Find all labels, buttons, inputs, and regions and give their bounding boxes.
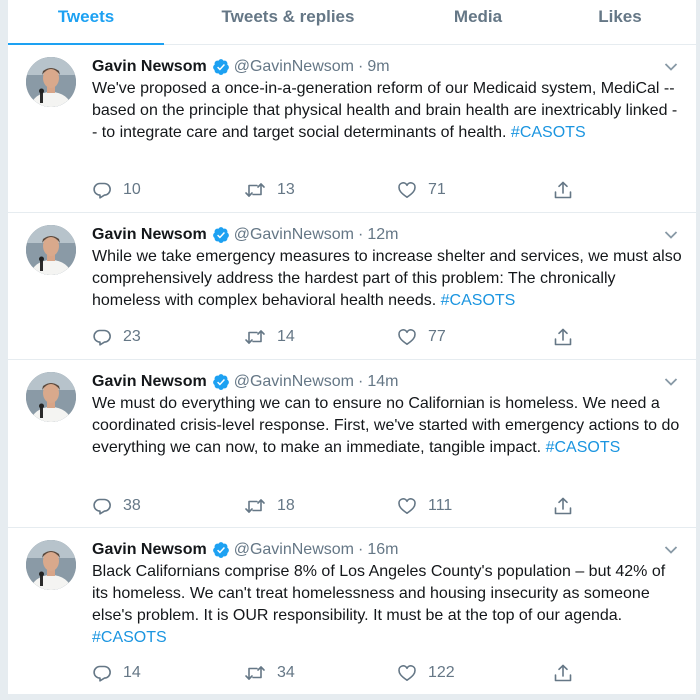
tweet-actions — [92, 662, 592, 684]
share-button[interactable] — [553, 495, 573, 517]
tweet-header — [92, 539, 398, 561]
tweet[interactable] — [8, 528, 696, 695]
tweet-actions — [92, 326, 592, 348]
retweet-count: 18 — [277, 497, 295, 514]
verified-badge-icon — [212, 541, 230, 559]
tweet-text — [92, 246, 682, 312]
profile-tabs — [8, 0, 696, 45]
author-name[interactable]: Gavin Newsom — [92, 373, 207, 390]
separator-dot: · — [357, 58, 364, 75]
reply-count: 10 — [123, 181, 141, 198]
tweet-text — [92, 561, 682, 649]
reply-icon — [92, 180, 112, 200]
tweet[interactable] — [8, 213, 696, 360]
tweet-body: We've proposed a once-in-a-generation reform of our Medicaid system, MediCal -- based on the principle that physical health and brain health are inextricably linked -- to integrate care and target social determinants of health. — [92, 80, 678, 141]
tweet-timestamp[interactable]: 9m — [367, 58, 390, 75]
tab-likes[interactable]: Likes — [598, 7, 642, 26]
like-button[interactable] — [397, 662, 455, 684]
avatar[interactable] — [26, 57, 76, 107]
reply-count: 23 — [123, 328, 141, 345]
tweet-body: While we take emergency measures to increase shelter and services, we must also comprehensively address the hardest part of this problem: The chronically homeless with complex behavioral health needs. — [92, 248, 682, 309]
verified-badge-icon — [212, 58, 230, 76]
reply-button[interactable] — [92, 662, 141, 684]
author-handle[interactable]: @GavinNewsom — [233, 373, 354, 390]
tab-media[interactable]: Media — [453, 7, 503, 26]
retweet-count: 34 — [277, 664, 295, 681]
separator-dot: · — [357, 541, 364, 558]
tweet-body: We must do everything we can to ensure no Californian is homeless. We need a coordinated crisis-level response. First, we've started with emergency actions to do everything we can now, to make an immediate, tangible impact. — [92, 395, 680, 456]
page-background-strip — [0, 695, 700, 700]
reply-icon — [92, 663, 112, 683]
hashtag-link[interactable]: #CASOTS — [510, 124, 586, 141]
tweet-actions — [92, 495, 592, 517]
tab-tweets-and-replies[interactable]: Tweets & replies — [221, 7, 355, 26]
author-name[interactable]: Gavin Newsom — [92, 58, 207, 75]
avatar[interactable] — [26, 540, 76, 590]
author-name[interactable]: Gavin Newsom — [92, 541, 207, 558]
share-icon — [553, 496, 573, 516]
author-handle[interactable]: @GavinNewsom — [233, 541, 354, 558]
heart-icon — [397, 180, 417, 200]
hashtag-link[interactable]: #CASOTS — [545, 439, 621, 456]
retweet-button[interactable] — [244, 662, 295, 684]
retweet-icon — [244, 327, 266, 347]
tweet-header — [92, 224, 398, 246]
tweet-header — [92, 56, 390, 78]
retweet-count: 13 — [277, 181, 295, 198]
reply-icon — [92, 496, 112, 516]
heart-icon — [397, 496, 417, 516]
retweet-button[interactable] — [244, 179, 295, 201]
tweet-actions — [92, 179, 592, 201]
like-count: 122 — [428, 664, 455, 681]
retweet-count: 14 — [277, 328, 295, 345]
retweet-icon — [244, 180, 266, 200]
reply-count: 14 — [123, 664, 141, 681]
like-button[interactable] — [397, 326, 446, 348]
avatar[interactable] — [26, 372, 76, 422]
avatar[interactable] — [26, 225, 76, 275]
tweet-body: Black Californians comprise 8% of Los Angeles County's population – but 42% of its homeless. We can't treat homelessness and housing insecurity as someone else's problem. It is OUR responsibility. It must be at the top of our agenda. — [92, 563, 666, 624]
reply-button[interactable] — [92, 495, 141, 517]
author-handle[interactable]: @GavinNewsom — [233, 58, 354, 75]
tweet-timestamp[interactable]: 12m — [367, 226, 399, 243]
chevron-down-icon[interactable] — [664, 542, 678, 552]
share-button[interactable] — [553, 662, 573, 684]
verified-badge-icon — [212, 373, 230, 391]
tweet[interactable] — [8, 45, 696, 213]
verified-badge-icon — [212, 226, 230, 244]
chevron-down-icon[interactable] — [664, 227, 678, 237]
like-button[interactable] — [397, 179, 446, 201]
tweet[interactable] — [8, 360, 696, 528]
tweet-text — [92, 393, 682, 459]
profile-timeline — [8, 0, 696, 700]
reply-button[interactable] — [92, 179, 141, 201]
share-icon — [553, 663, 573, 683]
author-handle[interactable]: @GavinNewsom — [233, 226, 354, 243]
tweet-timestamp[interactable]: 14m — [367, 373, 399, 390]
heart-icon — [397, 327, 417, 347]
tweet-text — [92, 78, 682, 144]
separator-dot: · — [357, 373, 364, 390]
retweet-button[interactable] — [244, 326, 295, 348]
hashtag-link[interactable]: #CASOTS — [440, 292, 516, 309]
like-button[interactable] — [397, 495, 452, 517]
share-icon — [553, 180, 573, 200]
like-count: 111 — [428, 497, 453, 514]
separator-dot: · — [357, 226, 364, 243]
share-button[interactable] — [553, 179, 573, 201]
author-name[interactable]: Gavin Newsom — [92, 226, 207, 243]
chevron-down-icon[interactable] — [664, 59, 678, 69]
reply-button[interactable] — [92, 326, 141, 348]
retweet-icon — [244, 496, 266, 516]
like-count: 71 — [428, 181, 446, 198]
retweet-button[interactable] — [244, 495, 295, 517]
reply-count: 38 — [123, 497, 141, 514]
share-button[interactable] — [553, 326, 573, 348]
like-count: 77 — [428, 328, 446, 345]
retweet-icon — [244, 663, 266, 683]
share-icon — [553, 327, 573, 347]
tweet-timestamp[interactable]: 16m — [367, 541, 399, 558]
tab-tweets[interactable]: Tweets — [8, 0, 164, 44]
heart-icon — [397, 663, 417, 683]
tweet-header — [92, 371, 398, 393]
reply-icon — [92, 327, 112, 347]
hashtag-link[interactable]: #CASOTS — [92, 629, 167, 646]
chevron-down-icon[interactable] — [664, 374, 678, 384]
